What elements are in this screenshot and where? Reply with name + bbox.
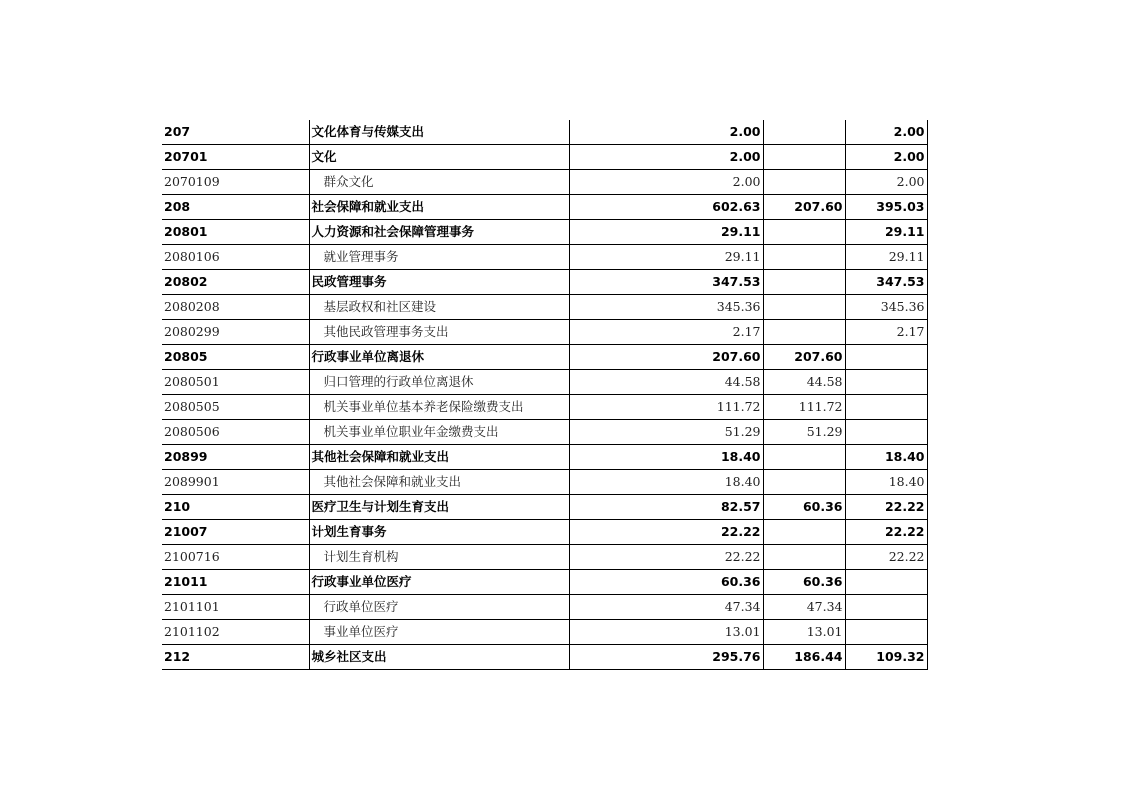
cell-function-code: 2101102 <box>164 624 220 639</box>
cell-basic-amount <box>763 445 845 470</box>
cell-basic-amount <box>763 520 845 545</box>
table-row <box>162 370 927 395</box>
cell-total-amount: 18.40 <box>569 470 763 495</box>
cell-project-amount: 2.00 <box>845 145 927 170</box>
cell-project-amount <box>845 420 927 445</box>
table-row <box>162 420 927 445</box>
cell-total-amount: 22.22 <box>569 520 763 545</box>
cell-total-amount: 2.00 <box>569 120 763 145</box>
cell-basic-amount <box>763 320 845 345</box>
cell-project-amount <box>845 395 927 420</box>
table-row <box>162 195 927 220</box>
cell-function-code: 21007 <box>164 524 208 539</box>
cell-basic-amount: 111.72 <box>763 395 845 420</box>
cell-function-name: 基层政权和社区建设 <box>309 295 569 320</box>
table-row <box>162 120 927 145</box>
cell-basic-amount: 51.29 <box>763 420 845 445</box>
cell-function-name: 文化体育与传媒支出 <box>309 120 569 145</box>
cell-total-amount: 44.58 <box>569 370 763 395</box>
cell-function-code: 2089901 <box>164 474 220 489</box>
cell-function-name: 行政单位医疗 <box>309 595 569 620</box>
cell-total-amount: 60.36 <box>569 570 763 595</box>
cell-function-code: 20801 <box>164 224 208 239</box>
table-row <box>162 445 927 470</box>
cell-project-amount: 2.17 <box>845 320 927 345</box>
cell-basic-amount: 207.60 <box>763 345 845 370</box>
table-row <box>162 170 927 195</box>
table-row <box>162 145 927 170</box>
cell-project-amount: 29.11 <box>845 220 927 245</box>
cell-basic-amount: 13.01 <box>763 620 845 645</box>
cell-function-name: 行政事业单位医疗 <box>309 570 569 595</box>
cell-total-amount: 2.17 <box>569 320 763 345</box>
table-row <box>162 570 927 595</box>
cell-function-code: 20805 <box>164 349 208 364</box>
cell-function-name: 其他民政管理事务支出 <box>309 320 569 345</box>
cell-basic-amount: 60.36 <box>763 495 845 520</box>
cell-project-amount: 347.53 <box>845 270 927 295</box>
cell-function-code: 2080501 <box>164 374 220 389</box>
cell-project-amount: 345.36 <box>845 295 927 320</box>
cell-basic-amount: 44.58 <box>763 370 845 395</box>
cell-project-amount: 18.40 <box>845 445 927 470</box>
table-row <box>162 270 927 295</box>
cell-project-amount <box>845 370 927 395</box>
cell-basic-amount: 60.36 <box>763 570 845 595</box>
cell-project-amount: 2.00 <box>845 120 927 145</box>
cell-function-name: 行政事业单位离退休 <box>309 345 569 370</box>
cell-function-code: 2080299 <box>164 324 220 339</box>
cell-total-amount: 82.57 <box>569 495 763 520</box>
cell-function-code: 20899 <box>164 449 208 464</box>
cell-project-amount: 109.32 <box>845 645 927 670</box>
cell-project-amount: 22.22 <box>845 545 927 570</box>
table-row <box>162 470 927 495</box>
cell-basic-amount <box>763 270 845 295</box>
cell-basic-amount <box>763 295 845 320</box>
expenditure-table-body <box>162 120 927 670</box>
table-row <box>162 320 927 345</box>
cell-function-name: 机关事业单位职业年金缴费支出 <box>309 420 569 445</box>
cell-function-name: 计划生育机构 <box>309 545 569 570</box>
cell-function-code: 207 <box>164 124 191 139</box>
cell-total-amount: 18.40 <box>569 445 763 470</box>
cell-basic-amount: 186.44 <box>763 645 845 670</box>
cell-basic-amount: 207.60 <box>763 195 845 220</box>
cell-project-amount: 18.40 <box>845 470 927 495</box>
cell-function-code: 2080106 <box>164 249 220 264</box>
cell-total-amount: 47.34 <box>569 595 763 620</box>
cell-function-code: 208 <box>164 199 191 214</box>
table-row <box>162 645 927 670</box>
cell-total-amount: 602.63 <box>569 195 763 220</box>
cell-project-amount: 22.22 <box>845 495 927 520</box>
cell-function-name: 城乡社区支出 <box>309 645 569 670</box>
table-row <box>162 395 927 420</box>
cell-function-code: 2080506 <box>164 424 220 439</box>
cell-project-amount <box>845 595 927 620</box>
cell-total-amount: 22.22 <box>569 545 763 570</box>
cell-function-name: 人力资源和社会保障管理事务 <box>309 220 569 245</box>
cell-basic-amount <box>763 145 845 170</box>
cell-function-code: 2070109 <box>164 174 220 189</box>
cell-function-name: 民政管理事务 <box>309 270 569 295</box>
cell-function-name: 文化 <box>309 145 569 170</box>
cell-function-name: 归口管理的行政单位离退休 <box>309 370 569 395</box>
cell-basic-amount: 47.34 <box>763 595 845 620</box>
cell-function-name: 就业管理事务 <box>309 245 569 270</box>
cell-total-amount: 295.76 <box>569 645 763 670</box>
cell-function-code: 20802 <box>164 274 208 289</box>
cell-project-amount <box>845 570 927 595</box>
table-row <box>162 495 927 520</box>
cell-function-code: 20701 <box>164 149 208 164</box>
cell-function-code: 210 <box>164 499 191 514</box>
table-row <box>162 545 927 570</box>
table-row <box>162 245 927 270</box>
cell-basic-amount <box>763 245 845 270</box>
cell-total-amount: 13.01 <box>569 620 763 645</box>
cell-function-name: 机关事业单位基本养老保险缴费支出 <box>309 395 569 420</box>
cell-total-amount: 111.72 <box>569 395 763 420</box>
cell-basic-amount <box>763 545 845 570</box>
cell-project-amount: 395.03 <box>845 195 927 220</box>
table-row <box>162 345 927 370</box>
table-row <box>162 520 927 545</box>
table-row <box>162 595 927 620</box>
cell-project-amount <box>845 345 927 370</box>
cell-total-amount: 29.11 <box>569 220 763 245</box>
table-row <box>162 620 927 645</box>
cell-project-amount: 2.00 <box>845 170 927 195</box>
cell-function-name: 其他社会保障和就业支出 <box>309 470 569 495</box>
cell-function-name: 计划生育事务 <box>309 520 569 545</box>
cell-total-amount: 51.29 <box>569 420 763 445</box>
cell-project-amount <box>845 620 927 645</box>
cell-basic-amount <box>763 220 845 245</box>
cell-basic-amount <box>763 470 845 495</box>
cell-total-amount: 2.00 <box>569 170 763 195</box>
table-row <box>162 220 927 245</box>
cell-function-name: 医疗卫生与计划生育支出 <box>309 495 569 520</box>
cell-total-amount: 347.53 <box>569 270 763 295</box>
cell-function-name: 事业单位医疗 <box>309 620 569 645</box>
cell-basic-amount <box>763 120 845 145</box>
cell-project-amount: 22.22 <box>845 520 927 545</box>
cell-project-amount: 29.11 <box>845 245 927 270</box>
cell-total-amount: 2.00 <box>569 145 763 170</box>
cell-function-code: 212 <box>164 649 191 664</box>
cell-function-code: 21011 <box>164 574 208 589</box>
cell-total-amount: 207.60 <box>569 345 763 370</box>
cell-total-amount: 29.11 <box>569 245 763 270</box>
cell-function-code: 2101101 <box>164 599 220 614</box>
cell-basic-amount <box>763 170 845 195</box>
table-row <box>162 295 927 320</box>
cell-total-amount: 345.36 <box>569 295 763 320</box>
cell-function-name: 其他社会保障和就业支出 <box>309 445 569 470</box>
cell-function-name: 群众文化 <box>309 170 569 195</box>
cell-function-code: 2080208 <box>164 299 220 314</box>
expenditure-table <box>162 120 928 670</box>
cell-function-code: 2100716 <box>164 549 220 564</box>
cell-function-name: 社会保障和就业支出 <box>309 195 569 220</box>
cell-function-code: 2080505 <box>164 399 220 414</box>
